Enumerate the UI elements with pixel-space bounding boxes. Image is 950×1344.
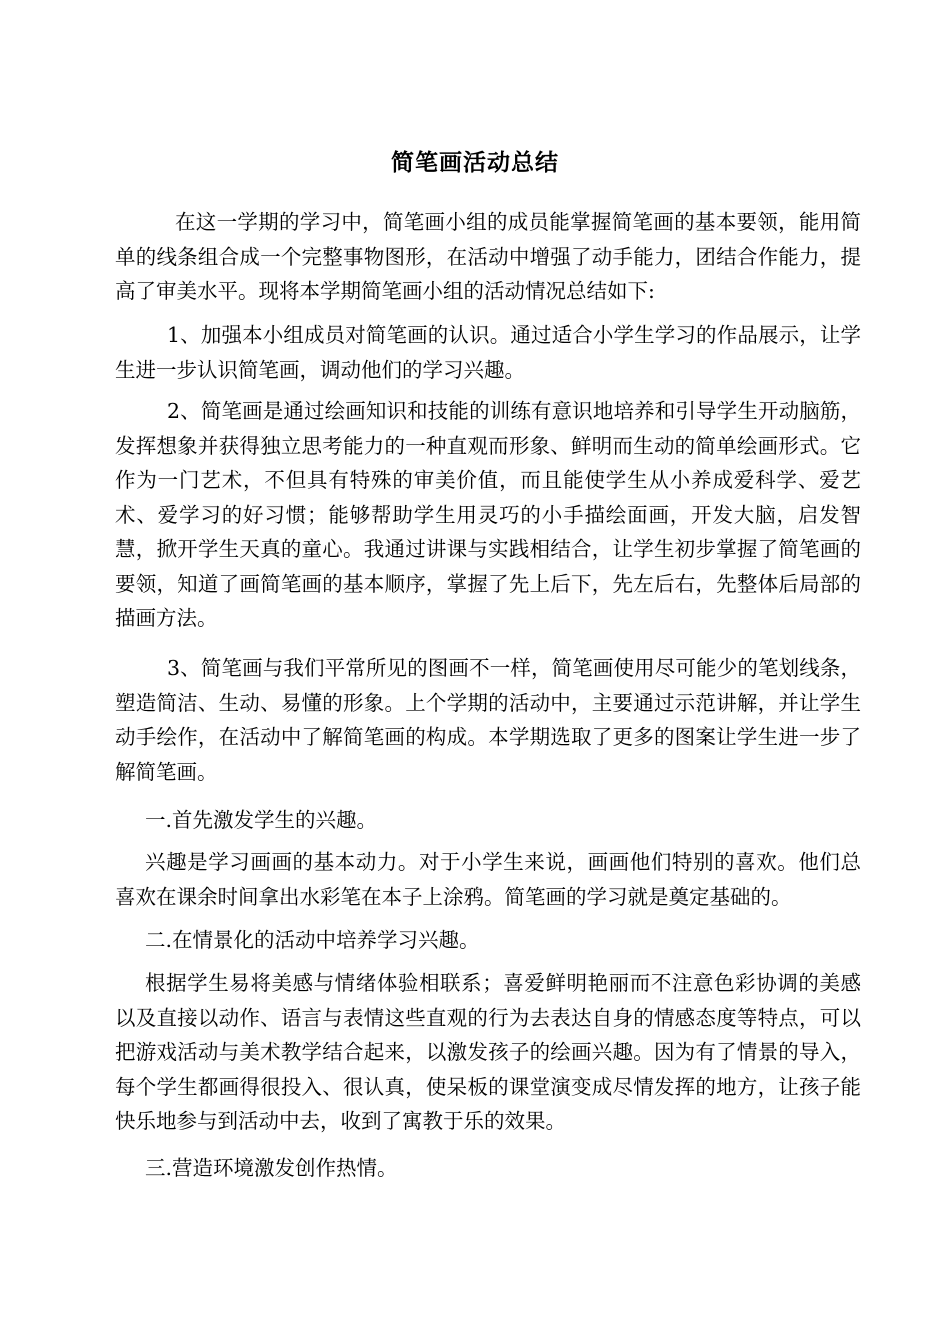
point-2-paragraph: 2、简笔画是通过绘画知识和技能的训练有意识地培养和引导学生开动脑筋，发挥想象并获得独立思考能力的一种直观而形象、鲜明而生动的简单绘画形式。它作为一门艺术，不但具有特殊的审美价值，而且能使学生从小养成爱科学、爱艺术、爱学习的好习惯；能够帮助学生用灵巧的小手描绘面画，开发大脑，启发智慧，掀开学生天真的童心。我通过讲课与实践相结合，让学生初步掌握了简笔画的要领，知道了画简笔画的基本顺序，掌握了先上后下，先左后右，先整体后局部的描画方法。 bbox=[115, 399, 861, 630]
document-title: 简笔画活动总结 bbox=[391, 149, 559, 176]
section-1-heading: 一.首先激发学生的兴趣。 bbox=[145, 808, 378, 832]
section-1-paragraph: 兴趣是学习画画的基本动力。对于小学生来说，画画他们特别的喜欢。他们总喜欢在课余时间拿出水彩笔在本子上涂鸦。简笔画的学习就是奠定基础的。 bbox=[115, 850, 861, 909]
section-2-heading: 二.在情景化的活动中培养学习兴趣。 bbox=[145, 928, 480, 952]
section-2-paragraph: 根据学生易将美感与情绪体验相联系；喜爱鲜明艳丽而不注意色彩协调的美感以及直接以动作、语言与表情这些直观的行为去表达自身的情感态度等特点，可以把游戏活动与美术教学结合起来，以激发孩子的绘画兴趣。因为有了情景的导入，每个学生都画得很投入、很认真，使呆板的课堂演变成尽情发挥的地方，让孩子能快乐地参与到活动中去，收到了寓教于乐的效果。 bbox=[115, 971, 861, 1133]
point-3-paragraph: 3、简笔画与我们平常所见的图画不一样，简笔画使用尽可能少的笔划线条，塑造简洁、生动、易懂的形象。上个学期的活动中，主要通过示范讲解，并让学生动手绘作，在活动中了解简笔画的构成。本学期选取了更多的图案让学生进一步了解简笔画。 bbox=[115, 656, 861, 784]
intro-paragraph: 在这一学期的学习中，简笔画小组的成员能掌握简笔画的基本要领，能用简单的线条组合成一个完整事物图形，在活动中增强了动手能力，团结合作能力，提高了审美水平。现将本学期简笔画小组的活动情况总结如下: bbox=[115, 210, 861, 303]
section-3-heading: 三.营造环境激发创作热情。 bbox=[145, 1156, 398, 1180]
point-1-paragraph: 1、加强本小组成员对简笔画的认识。通过适合小学生学习的作品展示，让学生进一步认识简笔画，调动他们的学习兴趣。 bbox=[115, 323, 861, 382]
